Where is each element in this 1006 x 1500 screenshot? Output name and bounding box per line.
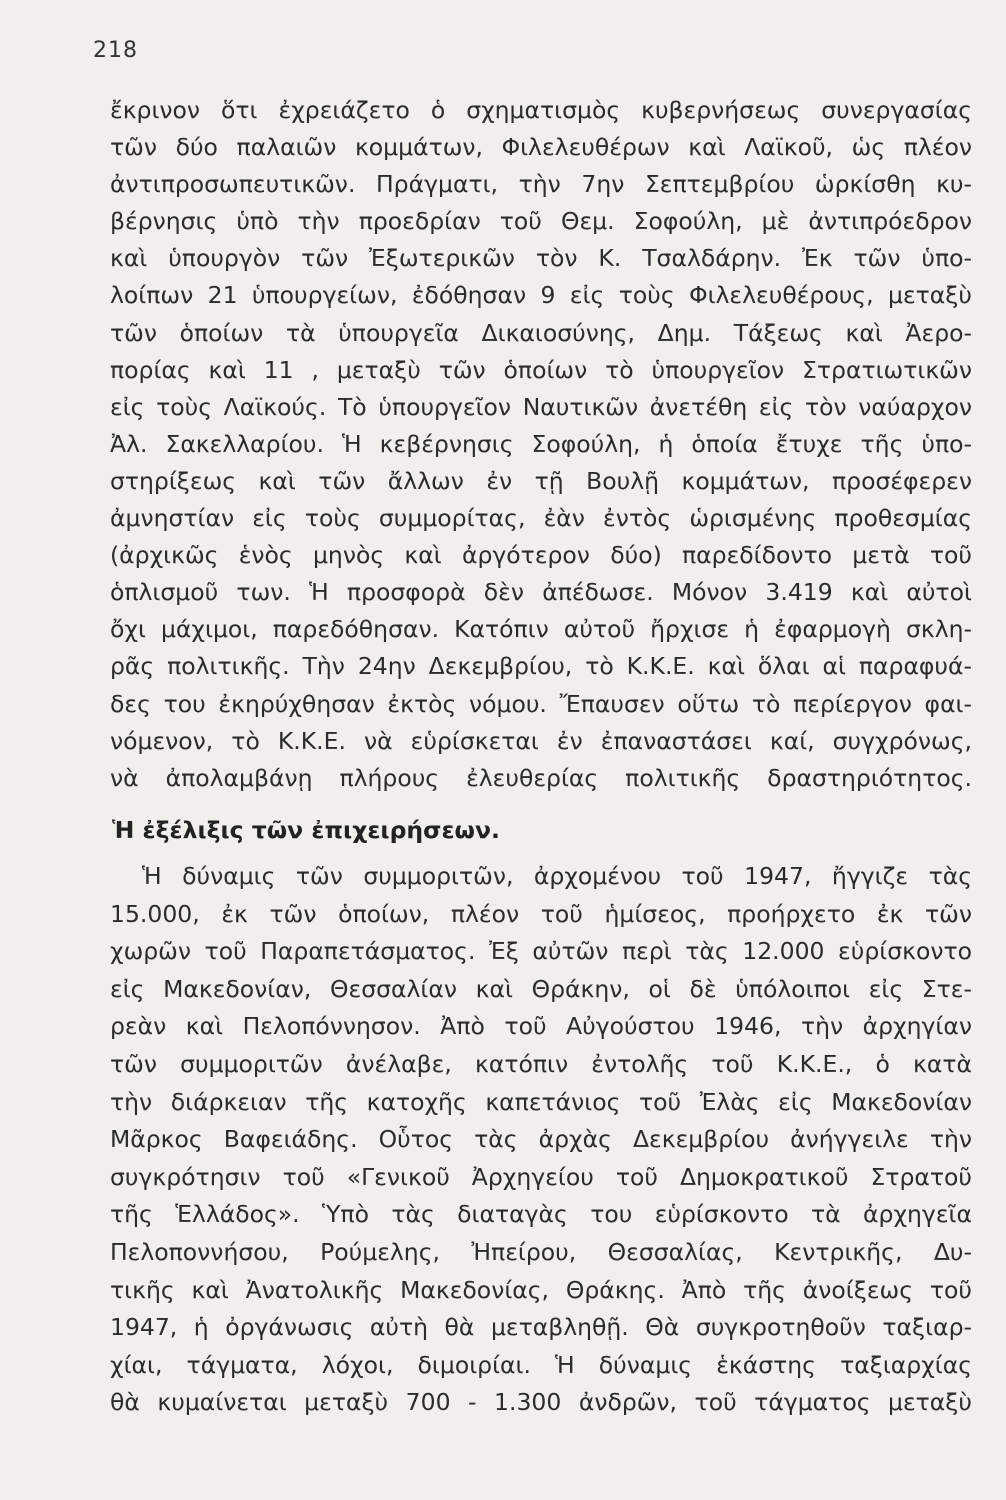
paragraph-1 bbox=[110, 92, 972, 797]
text-line: τῶν δύο παλαιῶν κομμάτων, Φιλελευθέρων καὶ Λαϊκοῦ, ὡς πλέον bbox=[110, 133, 972, 162]
text-line: πορίας καὶ 11 , μεταξὺ τῶν ὁποίων τὸ ὑπουργεῖον Στρατιωτικῶν bbox=[110, 355, 972, 384]
text-line: τικῆς καὶ Ἀνατολικῆς Μακεδονίας, Θράκης. Ἀπὸ τῆς ἀνοίξεως τοῦ bbox=[110, 1275, 972, 1304]
text-line: χωρῶν τοῦ Παραπετάσματος. Ἐξ αὐτῶν περὶ τὰς 12.000 εὑρίσκοντο bbox=[110, 937, 972, 966]
text-line: βέρνησις ὑπὸ τὴν προεδρίαν τοῦ Θεμ. Σοφούλη, μὲ ἀντιπρόεδρον bbox=[110, 207, 972, 236]
text-line: Ἀλ. Σακελλαρίου. Ἡ κεβέρνησις Σοφούλη, ἡ ὁποία ἔτυχε τῆς ὑπο- bbox=[110, 429, 972, 458]
text-line: νόμενον, τὸ Κ.Κ.Ε. νὰ εὑρίσκεται ἐν ἐπαναστάσει καί, συγχρόνως, bbox=[110, 726, 972, 755]
section-heading: Ἡ ἐξέλιξις τῶν ἐπιχειρήσεων. bbox=[112, 816, 500, 844]
text-line: λοίπων 21 ὑπουργείων, ἐδόθησαν 9 εἰς τοὺς Φιλελευθέρους, μεταξὺ bbox=[110, 281, 972, 310]
text-line-first bbox=[110, 858, 972, 896]
text-line: τῆς Ἑλλάδος». Ὑπὸ τὰς διαταγὰς του εὑρίσκοντο τὰ ἀρχηγεῖα bbox=[110, 1200, 972, 1229]
paragraph-2 bbox=[110, 858, 972, 1422]
text-line: καὶ ὑπουργὸν τῶν Ἐξωτερικῶν τὸν Κ. Τσαλδάρην. Ἐκ τῶν ὑπο- bbox=[110, 244, 972, 273]
text-line: ὄχι μάχιμοι, παρεδόθησαν. Κατόπιν αὐτοῦ ἤρχισε ἡ ἐφαρμογὴ σκλη- bbox=[110, 615, 972, 644]
text-line: Μᾶρκος Βαφειάδης. Οὗτος τὰς ἀρχὰς Δεκεμβρίου ἀνήγγειλε τὴν bbox=[110, 1125, 972, 1154]
text-line: τῶν ὁποίων τὰ ὑπουργεῖα Δικαιοσύνης, Δημ. Τάξεως καὶ Ἀερο- bbox=[110, 318, 972, 347]
text-line: συγκρότησιν τοῦ «Γενικοῦ Ἀρχηγείου τοῦ Δημοκρατικοῦ Στρατοῦ bbox=[110, 1162, 972, 1191]
text-line: (ἀρχικῶς ἑνὸς μηνὸς καὶ ἀργότερον δύο) παρεδίδοντο μετὰ τοῦ bbox=[110, 541, 972, 570]
text-line: δες του ἐκηρύχθησαν ἐκτὸς νόμου. Ἔπαυσεν οὕτω τὸ περίεργον φαι- bbox=[110, 689, 972, 718]
text-line: στηρίξεως καὶ τῶν ἄλλων ἐν τῇ Βουλῇ κομμάτων, προσέφερεν bbox=[110, 466, 972, 495]
text-line: νὰ ἀπολαμβάνῃ πλήρους ἐλευθερίας πολιτικῆς δραστηριότητος. bbox=[110, 763, 972, 792]
text-line: τὴν διάρκειαν τῆς κατοχῆς καπετάνιος τοῦ Ἐλὰς εἰς Μακεδονίαν bbox=[110, 1087, 972, 1116]
text-line: χίαι, τάγματα, λόχοι, διμοιρίαι. Ἡ δύναμις ἑκάστης ταξιαρχίας bbox=[110, 1350, 972, 1379]
text-line-content: Ἡ δύναμις τῶν συμμοριτῶν, ἀρχομένου τοῦ 1947, ἤγγιζε τὰς bbox=[142, 862, 972, 890]
text-line: ρᾶς πολιτικῆς. Τὴν 24ην Δεκεμβρίου, τὸ Κ.Κ.Ε. καὶ ὅλαι αἱ παραφυά- bbox=[110, 652, 972, 681]
text-line: ρεὰν καὶ Πελοπόννησον. Ἀπὸ τοῦ Αὐγούστου 1946, τὴν ἀρχηγίαν bbox=[110, 1012, 972, 1041]
text-line: 1947, ἡ ὀργάνωσις αὐτὴ θὰ μεταβληθῇ. Θὰ συγκροτηθοῦν ταξιαρ- bbox=[110, 1313, 972, 1342]
text-line: 15.000, ἐκ τῶν ὁποίων, πλέον τοῦ ἡμίσεος, προήρχετο ἐκ τῶν bbox=[110, 899, 972, 928]
text-line: θὰ κυμαίνεται μεταξὺ 700 - 1.300 ἀνδρῶν, τοῦ τάγματος μεταξὺ bbox=[110, 1388, 972, 1417]
text-line: εἰς τοὺς Λαϊκούς. Τὸ ὑπουργεῖον Ναυτικῶν ἀνετέθη εἰς τὸν ναύαρχον bbox=[110, 392, 972, 421]
text-line: ἀντιπροσωπευτικῶν. Πράγματι, τὴν 7ην Σεπτεμβρίου ὡρκίσθη κυ- bbox=[110, 170, 972, 199]
text-line: εἰς Μακεδονίαν, Θεσσαλίαν καὶ Θράκην, οἱ δὲ ὑπόλοιποι εἰς Στε- bbox=[110, 974, 972, 1003]
page-number: 218 bbox=[93, 38, 138, 63]
text-line: ἀμνηστίαν εἰς τοὺς συμμορίτας, ἐὰν ἐντὸς ὡρισμένης προθεσμίας bbox=[110, 504, 972, 533]
text-line: ὁπλισμοῦ των. Ἡ προσφορὰ δὲν ἀπέδωσε. Μόνον 3.419 καὶ αὐτοὶ bbox=[110, 578, 972, 607]
text-line: Πελοποννήσου, Ρούμελης, Ἠπείρου, Θεσσαλίας, Κεντρικῆς, Δυ- bbox=[110, 1237, 972, 1266]
text-line: τῶν συμμοριτῶν ἀνέλαβε, κατόπιν ἐντολῆς τοῦ Κ.Κ.Ε., ὁ κατὰ bbox=[110, 1049, 972, 1078]
text-line: ἔκρινον ὅτι ἐχρειάζετο ὁ σχηματισμὸς κυβερνήσεως συνεργασίας bbox=[110, 96, 972, 124]
